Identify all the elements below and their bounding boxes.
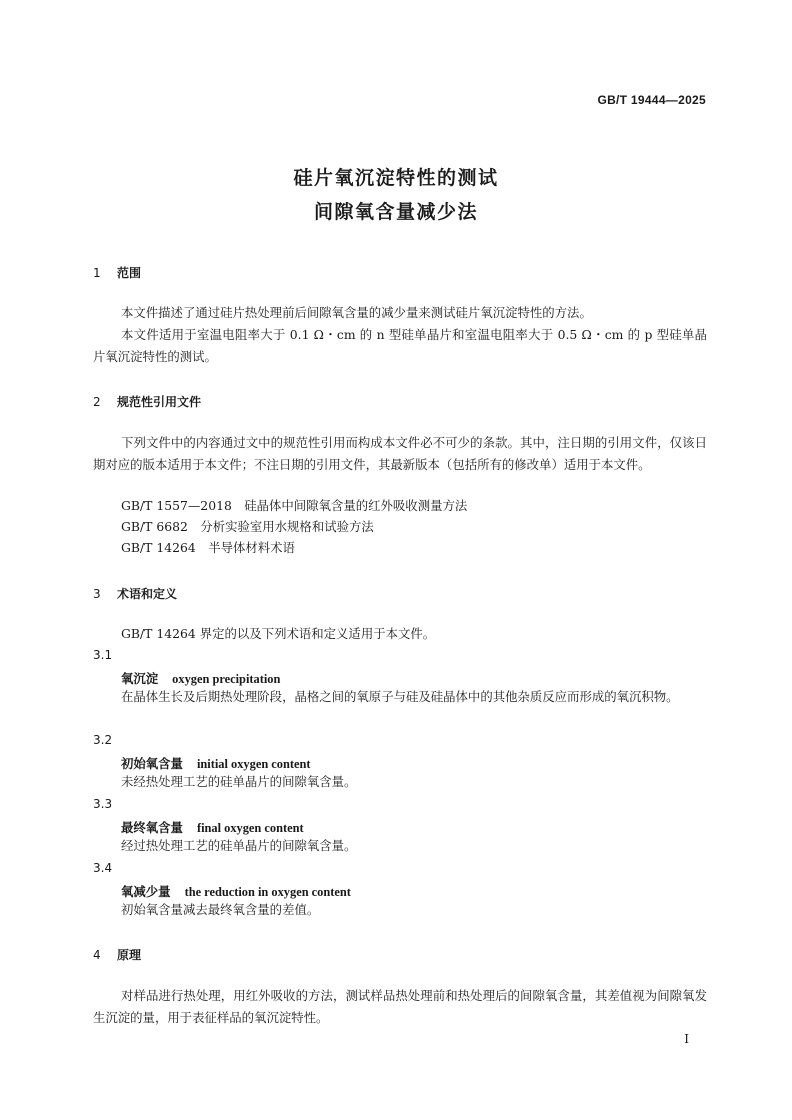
term-heading (121, 818, 304, 836)
term-definition: 初始氧含量减去最终氧含量的差值。 (121, 902, 320, 917)
term-en: initial oxygen content (196, 757, 311, 771)
term-heading (121, 669, 280, 687)
term-en: the reduction in oxygen content (184, 885, 351, 899)
term-en: oxygen precipitation (172, 672, 281, 686)
section-heading-scope (93, 264, 141, 281)
section-title: 术语和定义 (117, 587, 178, 601)
section-number: 2 (93, 395, 101, 409)
term-zh: 氧减少量 (121, 884, 171, 899)
reference-item: GB/T 14264 半导体材料术语 (121, 540, 295, 555)
section-number: 4 (93, 948, 101, 962)
section-title: 范围 (117, 266, 142, 280)
document-title-line1: 硅片氧沉淀特性的测试 (293, 167, 499, 189)
section-title: 规范性引用文件 (117, 395, 202, 409)
paragraph: 对样品进行热处理，用红外吸收的方法，测试样品热处理前和热处理后的间隙氧含量，其差值视为间隙氧发生沉淀的量，用于表征样品的氧沉淀特性。 (93, 988, 707, 1025)
section-heading-terms (93, 585, 177, 602)
page-number: I (684, 1032, 689, 1046)
reference-item: GB/T 1557—2018 硅晶体中间隙氧含量的红外吸收测量方法 (121, 498, 468, 513)
standard-number: GB/T 19444—2025 (597, 93, 706, 107)
section-number: 3 (93, 587, 101, 601)
section-number: 1 (93, 266, 101, 280)
term-heading (121, 882, 351, 900)
reference-item: GB/T 6682 分析实验室用水规格和试验方法 (121, 519, 374, 534)
term-en: final oxygen content (196, 821, 304, 835)
paragraph: 下列文件中的内容通过文中的规范性引用而构成本文件必不可少的条款。其中，注日期的引用文件，仅该日期对应的版本适用于本文件；不注日期的引用文件，其最新版本（包括所有的修改单）适用于本文件。 (93, 435, 707, 472)
term-definition: 经过热处理工艺的硅单晶片的间隙氧含量。 (121, 838, 357, 853)
term-zh: 最终氧含量 (121, 820, 183, 835)
term-definition: 在晶体生长及后期热处理阶段，晶格之间的氧原子与硅及硅晶体中的其他杂质反应而形成的氧沉积物。 (121, 689, 679, 704)
term-number: 3.3 (93, 797, 113, 811)
paragraph: 本文件适用于室温电阻率大于 0.1 Ω・cm 的 n 型硅单晶片和室温电阻率大于 0.5 Ω・cm 的 p 型硅单晶片氧沉淀特性的测试。 (93, 327, 707, 364)
term-zh: 初始氧含量 (121, 756, 183, 771)
term-zh: 氧沉淀 (121, 671, 159, 686)
document-title-line2: 间隙氧含量减少法 (313, 201, 478, 223)
section-heading-principle (93, 946, 141, 963)
section-heading-normative-references (93, 393, 201, 410)
term-number: 3.1 (93, 648, 113, 662)
term-number: 3.4 (93, 861, 113, 875)
paragraph: 本文件描述了通过硅片热处理前后间隙氧含量的减少量来测试硅片氧沉淀特性的方法。 (121, 305, 592, 320)
term-heading (121, 754, 311, 772)
section-title: 原理 (117, 948, 142, 962)
paragraph: GB/T 14264 界定的以及下列术语和定义适用于本文件。 (121, 626, 436, 641)
term-number: 3.2 (93, 733, 113, 747)
term-definition: 未经热处理工艺的硅单晶片的间隙氧含量。 (121, 774, 357, 789)
